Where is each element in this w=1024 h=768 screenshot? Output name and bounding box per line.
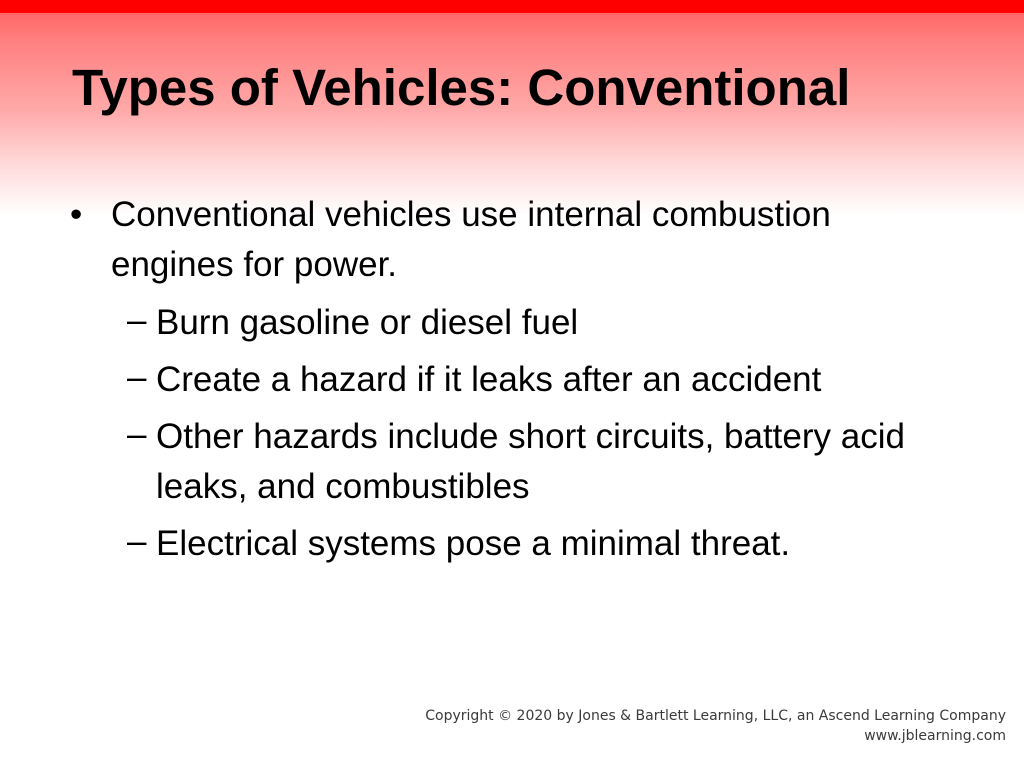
sub-bullet-item [70,355,950,405]
copyright-text: Copyright © 2020 by Jones & Bartlett Learning, LLC, an Ascend Learning Company [425,708,1006,724]
sub-bullet-text: Electrical systems pose a minimal threat. [156,524,791,563]
dash-marker: – [127,301,147,340]
website-link[interactable]: www.jblearning.com [864,728,1006,744]
slide-title: Types of Vehicles: Conventional [72,59,851,116]
sub-bullet-text: Burn gasoline or diesel fuel [156,303,579,342]
copyright-footer [425,706,1006,746]
bullet-marker: • [70,195,83,234]
dash-marker: – [127,522,147,561]
dash-marker: – [127,415,147,454]
sub-bullet-item [70,519,950,569]
slide-content [70,190,950,576]
sub-bullet-item [70,298,950,348]
sub-bullet-text: Create a hazard if it leaks after an accident [156,360,822,399]
sub-bullet-list [70,298,950,569]
bullet-item [70,190,950,290]
sub-bullet-text: Other hazards include short circuits, battery acid leaks, and combustibles [156,417,905,506]
top-accent-bar [0,0,1024,13]
dash-marker: – [127,358,147,397]
bullet-text: Conventional vehicles use internal combustion engines for power. [111,195,831,284]
sub-bullet-item [70,412,950,512]
